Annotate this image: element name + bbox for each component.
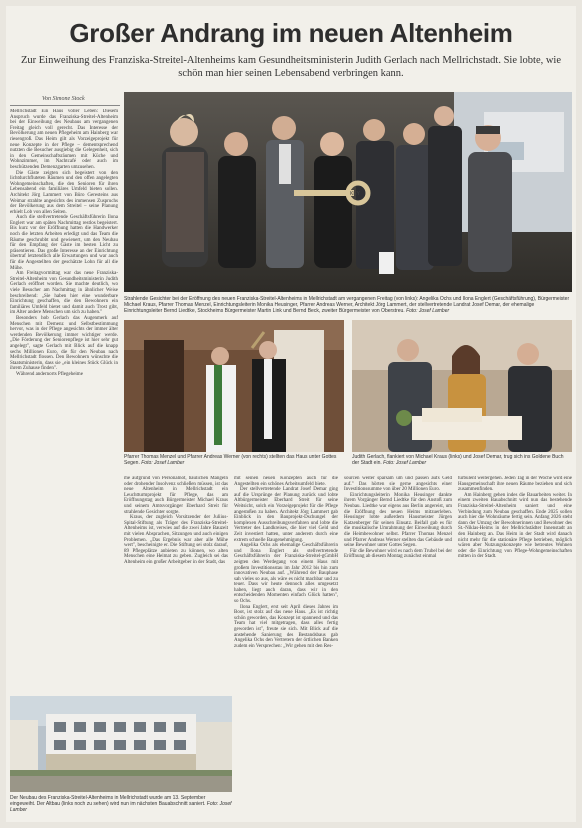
subheadline: Zur Einweihung des Franziska-Streitel-Altenheims kam Gesundheitsministerin Judith Gerlach nach Mellrichstadt. Sie lobte, wie schön man hier seinen Lebensabend verbringen kann. [20, 55, 562, 79]
paragraph: Für die Bewohner wird es nach dem Trubel bei der Eröffnung ab diesem Montag zunächst einmal [344, 548, 452, 560]
article-column-2 [124, 476, 228, 706]
paragraph: Die Gäste zeigten sich begeistert von den lichtdurchfluteten Räumen und den offen angelegten Wohngemeinschaften, die den Senioren für ihren Lebensabend ein familiäres Umfeld bieten sollen. Architekt Jörg Lammert von Büro Geresteins aus Weimar strahlte angesichts des immensen Zuspruchs der Bevölkerung aus dem Streitel – seine Planung erhielt Lob von allen Seiten. [10, 170, 118, 215]
paragraph: Am Freitagvormittag war das neue Franziska-Streitel-Altenheim von Gesundheitsministerin Judith Gerlach eröffnet worden. Sie machte deutlich, wo viele Besucher am Nachmittag in ähnlicher Weise beschreibend: „Sie haben hier eine wunderbare Einrichtung geschaffen, die den Bewohnern ein familiäres Umfeld bietet und damit auch Trost gibt, im Alter andere Menschen um sich zu haben." [10, 271, 118, 316]
group-photo-illustration [124, 92, 572, 292]
main-photo-caption [124, 296, 572, 314]
building-photo-caption [10, 795, 232, 813]
minister-photo [352, 320, 572, 452]
paragraph: mit seinen neuen Konzepten auch für die Angestellten ein schönes Arbeitsumfeld biete. [234, 476, 338, 487]
paragraph: Einrichtungsleiterin Monika Heusinger dankte ihrem Vorgänger Bernd Liedtke für den Anstoß zum Neubau. Liedtke war eigens aus Berlin angereist, um die Eröffnung des neuen Heims mitzuerleben. Heusinger lobte außerdem Hausmeister Jürgen Katzenberger für seinen Einsatz. Beifall gab es für die musikalische Umrahmung der Einweihung durch die Heimbewohner selbst. Pfarrer Thomas Menzel und Pfarrer Andreas Werner stellten das Gebäude und seine Bewohner unter Gottes Segen. [344, 492, 452, 549]
priests-photo-caption [124, 454, 344, 466]
caption-text: Der Neubau des Franziska-Streitel-Altenheims in Mellrichstadt wurde am 13. September eingeweiht. Der Altbau (links noch zu sehen) wird nun im nächsten Bauabschnitt saniert. [10, 795, 206, 807]
paragraph: Auch die stellvertretende Geschäftsführerin Ilona Englert war am späten Nachmittag restlos begeistert. Bis kurz vor der Eröffnung hatten die Handwerker noch die letzten Arbeiten erledigt und das Team die Räume geschrubbt und gewienert, um den Neubau für den Empfang der Gäste im besten Licht zu präsentieren. Das große Interesse an der Einrichtung übertraf letztendlich alle Erwartungen und war auch für die Angestellten der geschätzte Lohn für all die Mühe. [10, 215, 118, 271]
caption-credit: Foto: Josef Lamber [10, 801, 232, 813]
headline: Großer Andrang im neuen Altenheim [69, 18, 513, 48]
svg-text:KEY: KEY [350, 191, 361, 197]
paragraph: Kraus, der zugleich Vorsitzender der Juliius-Spital-Stiftung als Träger des Franziska-Streitel-Altenheims ist, verwies auf die zwei Jahre Bauzeit mit vielen Absprachen, Sitzungen und auch einigen Problemen. „Das Ergebnis war aber alle Mühe wert", bescheinigte er. Die Stiftung sei stolz darauf, 89 Pflegeplätze anbieten zu können, wo alten Menschen eine Heimat zu geben. Zugleich sei das Altenheim ein großer Arbeitgeber in der Stadt, das [124, 515, 228, 565]
paragraph: sourcen weiter sparsam um und passen aufs Geld auf." Das hörten sie gerne angesichts einer Investitionssumme von über 20 Millionen Euro. [344, 476, 452, 493]
byline-rule [10, 105, 120, 106]
paragraph: Ilona Englert, erst seit April dieses Jahres im Boot, ist stolz auf das neue Haus. „Es ist richtig schön geworden, das Konzept ist spannend und das Team hat viel mitgetragen, dass alles fertig geworden ist", freute sie sich. Mit Blick auf die anstehende Sanierung des Bestandsbaus gab Angelika Ochs den Vertretern der örtlichen Banken zudem ein Versprechen: „Wir gehen mit den Res- [234, 604, 338, 649]
building-photo-illustration [10, 696, 232, 792]
paragraph: Der stellvertretende Landrat Josef Demar ging auf die Ursprünge der Planung zurück und lobte Altbürgermeister Eberhard Streit für seine Weitsicht, solch ein Vorzeigeprojekt für die Pflege angestoßen zu haben. Architekt Jörg Lammert gab Einblick in den Bauprojekt-Dschungel der komplexen Ausschreibungsverfahren und lobte die Vertreter des Landkreises, die hier viel Geld und Zeit investiert hatten, unter anderem durch eine extrem schnelle Baugenehmigung. [234, 487, 338, 543]
minister-photo-caption [352, 454, 572, 466]
caption-text: Pfarrer Thomas Menzel und Pfarrer Andreas Werner (von rechts) stellten das Haus unter Gottes Segen. [124, 454, 337, 466]
paragraph: Am Hainberg gehen indes die Bauarbeiten weiter. In einem zweiten Bauabschnitt wird nun das bestehende Franziska-Streitel-Altenheim saniert und eine Verbindung zum Neubau geschaffen. Ende 2025 sollen auch hier die Wohnräume fertig sein. Anfang 2026 steht dann der Umzug der Bewohnerinnen und Bewohner des St.-Niklas-Heims in der Mellrichstädter Innenstadt an den Hainberg an. Das Heim in der Stadt wird danach nicht mehr für die stationäre Pflege betrieben, möglich wären aber Nutzungskonzepte wie betreutes Wohnen oder die Einrichtung von Pflege-Wohngemeinschaften mitten in der Stadt. [458, 492, 572, 560]
paragraph: me aufgrund von Personalnot, baulichen Mängeln oder drohender Insolvenz schließen müssen, ist das neue Altenheim in Mellrichstadt ein Leuchtturmprojekt für Pflege, das am Eröffnungstag auch Bürgermeister Michael Kraus und seinem Amtsvorgänger Eberhard Streit für strahlende Gesichter sorgte. [124, 476, 228, 515]
article-column-3 [234, 476, 338, 816]
byline: Von Simone Stock [42, 96, 85, 102]
caption-credit: Foto: Josef Lamber [141, 460, 185, 466]
caption-text: Judith Gerlach, flankiert von Michael Kraus (links) und Josef Demar, trug sich ins Goldene Buch der Stadt ein. [352, 454, 564, 466]
priests-photo-illustration [124, 320, 344, 452]
newspaper-page [6, 6, 576, 822]
article-column-5 [458, 476, 572, 816]
paragraph: Besonders hob Gerlach das Augenmerk auf Menschen mit Demenz und Selbstbestimmung hervor, was in der Pflege angesichts der immer älter werdenden Bevölkerung immer wichtiger werde. „Die Förderung der Seniorenpflege ist hier sehr gut angelegt", sagte Gerlach mit Blick auf die knapp sechs Millionen Euro, die für den Neubau nach Mellrichstadt flossen. Den Bewohnern wünschte die Staatsministerin, dass sie „ein kleines Stück Glück in ihrem Zuhause finden". [10, 315, 118, 372]
caption-credit: Foto: Josef Lamber [383, 460, 427, 466]
paragraph: turbulent weitergehen. Jeden Tag in der Woche wird eine Hausgemeinschaft ihre neuen Räume beziehen und sich zusammenfinden. [458, 476, 572, 493]
paragraph: Angelika Ochs als ehemalige Geschäftsführerin und Ilona Englert als stellvertretende Geschäftsführerin der Franziska-Streitel-gGmbH zeigten den Werdegang von einem Haus mit großem Investitionsstau im Jahr 2012 bis hin zum innovativen Neubau auf. „Während der Bauphase sah vieles so aus, als wäre es nicht machbar und zu teuer. Dass wir heute dennoch alles umgesetzt haben, liegt auch daran, dass wir in den entscheidenden Momenten einfach Glück hatten", so Ochs. [234, 543, 338, 605]
caption-credit: Foto: Josef Lamber [406, 308, 450, 314]
paragraph: Mellrichstadt Ein Haus voller Leben: Diesem Anspruch wurde das Franziska-Streitel-Altenheim bei der Einweihung des Neubaus am vergangenen Freitag gleich voll gerecht. Das Interesse der Bevölkerung am neuen Pflegeheim am Hainberg war riesengroß. Das Heim gilt als Vorzeigeprojekt für neue Konzepte in der Pflege – dementsprechend nutzten die Besucher ausgiebig die Gelegenheit, sich in den Gemeinschaftsräumen mit Küche und Wohnzimmer, im Nachtcafé oder auch im beschützenden Demenzgarten umzusehen. [10, 109, 118, 170]
paragraph: Während andernorts Pflegeheime [16, 371, 83, 377]
article-column-4 [344, 476, 452, 816]
priests-photo [124, 320, 344, 452]
article-column-1 [10, 109, 118, 694]
main-group-photo [124, 92, 572, 292]
caption-text: Strahlende Gesichter bei der Eröffnung des neuen Franziska-Streitel-Altenheims in Mellrichstadt am vergangenen Freitag (von links): Angelika Ochs und Ilona Englert (Geschäftsführung), Bürgermeister Michael Kraus, Pfarrer Thomas Menzel, Einrichtungsleiterin Monika Heusinger, Pfarrer Andreas Werner, Architekt Jörg Lammert, der stellvertretende Landrat Josef Demar, der ehemalige Einrichtungsleiter Bernd Liedtke, Stockheims Bürgermeister Martin Link und Bernd Beck, zweiter Bürgermeister von Oberstreu. [124, 296, 570, 314]
building-photo [10, 696, 232, 792]
minister-photo-illustration [352, 320, 572, 452]
